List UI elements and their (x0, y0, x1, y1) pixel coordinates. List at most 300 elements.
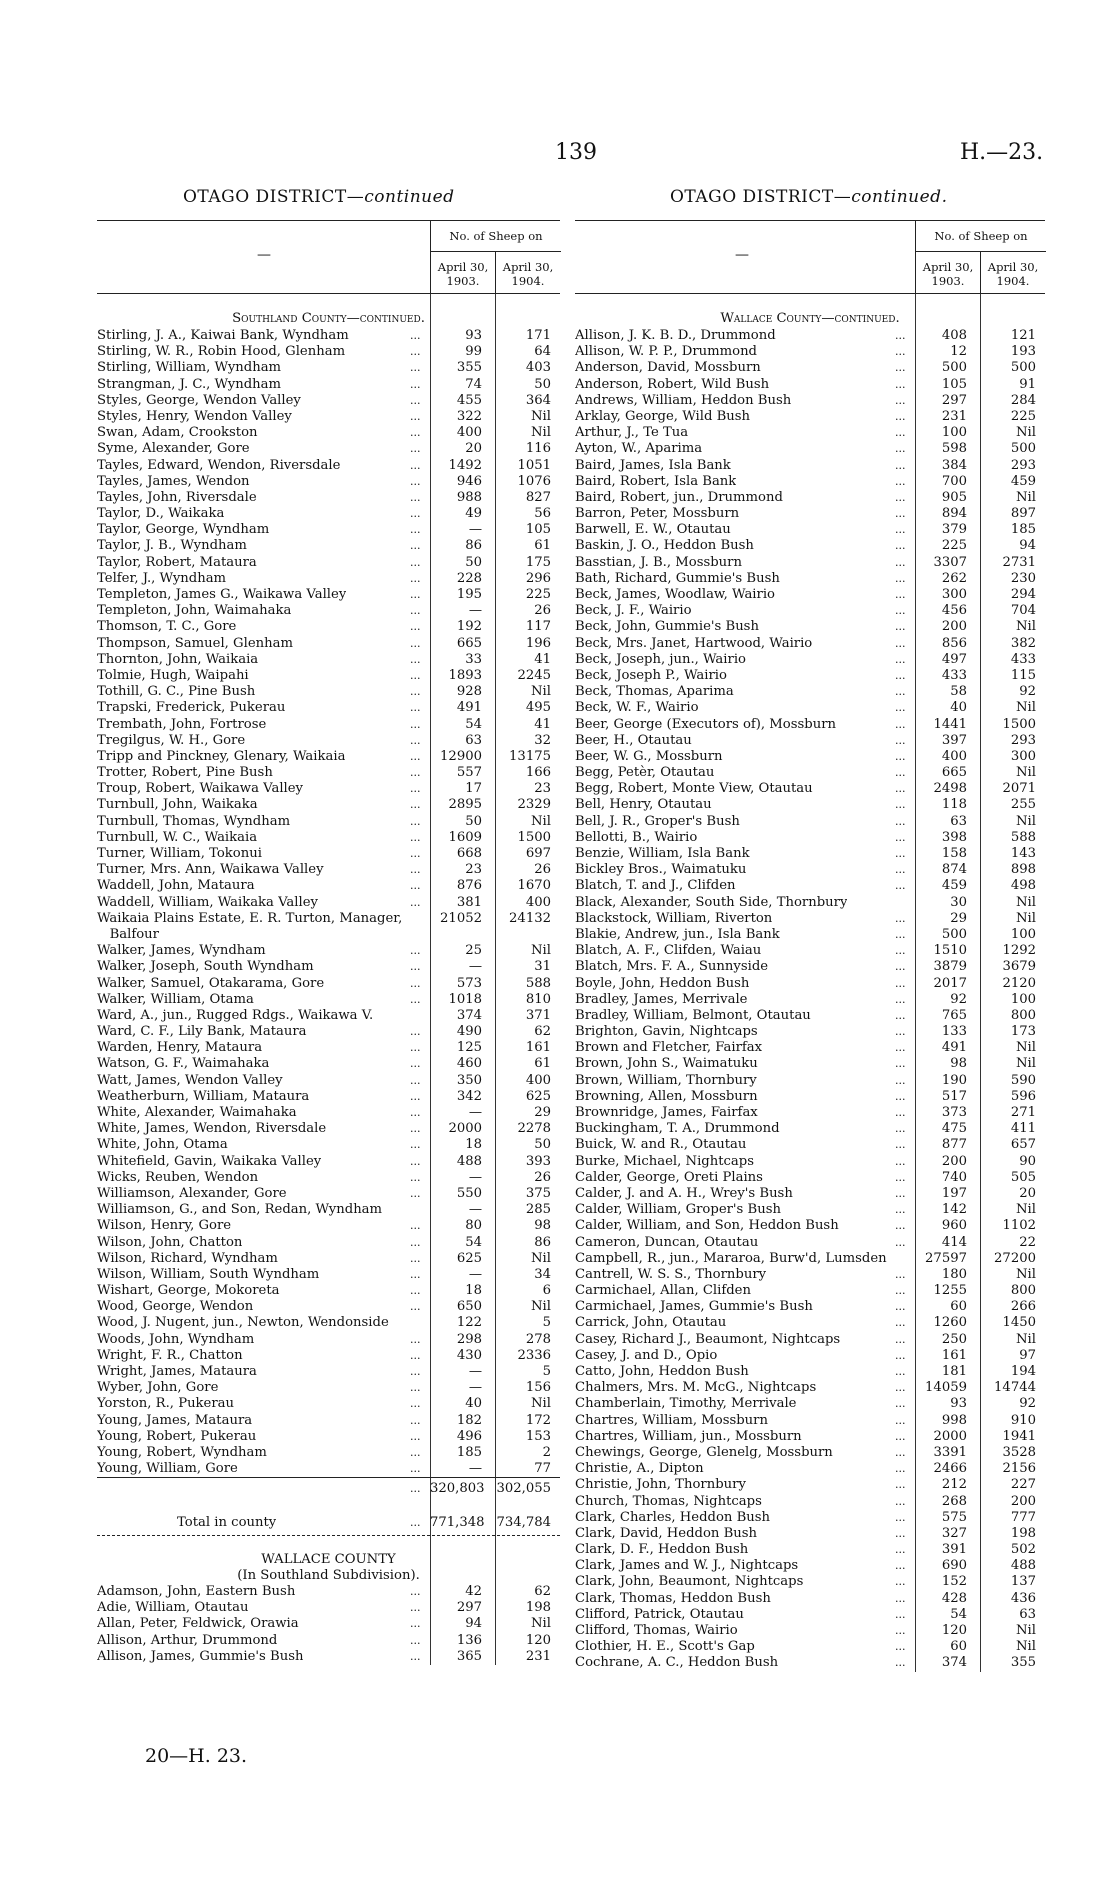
owner-name: Beck, J. F., Wairio (575, 603, 692, 619)
table-row (97, 587, 560, 603)
left-district-heading (183, 187, 455, 207)
sheep-1904-value: 193 (1010, 344, 1036, 360)
leader-dots: ... (895, 1656, 906, 1670)
table-row (97, 1498, 560, 1514)
table-row (97, 1137, 560, 1153)
leader-dots: ... (895, 1089, 906, 1103)
sheep-1903-value: 54 (465, 1234, 482, 1250)
table-row (575, 587, 1045, 603)
sheep-1904-value: 293 (1010, 732, 1036, 748)
owner-name: Brownridge, James, Fairfax (575, 1105, 758, 1120)
owner-name: Waikaia Plains Estate, E. R. Turton, Manager, (97, 910, 403, 926)
sheep-1904-value: 61 (534, 1056, 551, 1072)
table-row (575, 1655, 1045, 1671)
table-row (97, 668, 560, 684)
leader-dots: ... (410, 782, 421, 796)
sheep-1903-value: 398 (941, 829, 967, 845)
sheep-1903-value: — (468, 1202, 482, 1218)
table-row (97, 814, 560, 830)
leader-dots: ... (895, 426, 906, 440)
table-row (575, 603, 1045, 619)
sheep-1903-value: 228 (456, 570, 482, 586)
table-row (97, 927, 560, 943)
sheep-1904-value: Nil (1016, 1623, 1036, 1638)
leader-dots: ... (895, 1624, 906, 1637)
sheep-1903-value: 460 (456, 1056, 482, 1072)
leader-dots: ... (895, 976, 906, 990)
leader-dots: ... (895, 523, 906, 537)
owner-name: Clothier, H. E., Scott's Gap (575, 1639, 755, 1655)
owner-name: Anderson, David, Mossburn (575, 360, 761, 376)
sheep-1904-value: 225 (525, 587, 551, 602)
table-row (575, 1364, 1045, 1380)
continued-label: continued (364, 187, 455, 207)
sheep-1904-value: Nil (1016, 1331, 1036, 1347)
sheep-1904-value: 827 (525, 489, 551, 505)
sheep-1904-value: 2 (542, 1444, 551, 1460)
sheep-1903-value: 575 (941, 1509, 967, 1525)
owner-name: Tolmie, Hugh, Waipahi (97, 667, 249, 683)
table-row (575, 700, 1045, 716)
sheep-1903-value: 231 (941, 408, 967, 424)
leader-dots: ... (410, 1397, 421, 1411)
sheep-1904-value: 294 (1010, 587, 1036, 602)
owner-name: White, John, Otama (97, 1137, 228, 1153)
table-row (575, 1591, 1045, 1607)
table-row (575, 959, 1045, 975)
sheep-1904-value: 284 (1010, 392, 1036, 408)
table-row (575, 1396, 1045, 1412)
leader-dots: ... (895, 1462, 906, 1476)
owner-name: Troup, Robert, Waikawa Valley (97, 781, 304, 797)
sheep-1904-value: 90 (1019, 1153, 1036, 1169)
owner-name: Beer, H., Otautau (575, 732, 692, 748)
sheep-1903-value: 63 (950, 813, 967, 829)
table-row (97, 684, 560, 700)
owner-name: Turnbull, John, Waikaka (97, 797, 258, 813)
leader-dots: ... (895, 1640, 906, 1654)
owner-name: Walker, Joseph, South Wyndham (97, 959, 314, 975)
owner-name: Clark, Charles, Heddon Bush (575, 1509, 771, 1525)
owner-name: Taylor, George, Wyndham (97, 522, 270, 538)
leader-dots: ... (410, 798, 421, 812)
leader-dots: ... (895, 1008, 906, 1022)
right-district-heading (670, 187, 947, 207)
sheep-1904-value: 355 (1010, 1655, 1036, 1671)
leader-dots: ... (410, 944, 421, 958)
table-row (575, 490, 1045, 506)
owner-name: Stirling, William, Wyndham (97, 360, 282, 376)
sheep-1903-value: 197 (941, 1185, 967, 1201)
table-row (575, 1251, 1045, 1267)
leader-dots: ... (895, 361, 906, 375)
leader-dots: ... (895, 1478, 906, 1492)
table-row (97, 911, 560, 927)
table-row (575, 1526, 1045, 1542)
sheep-1903-value: 158 (941, 846, 967, 861)
owner-name: Arthur, J., Te Tua (575, 425, 689, 441)
table-row (575, 749, 1045, 765)
sheep-1903-value: 17 (465, 781, 482, 797)
table-row (575, 1137, 1045, 1153)
table-row (97, 1283, 560, 1299)
leader-dots: ... (410, 668, 421, 682)
leader-dots: ... (895, 539, 906, 553)
sheep-1903-value: 54 (465, 716, 482, 732)
leader-dots: ... (895, 782, 906, 796)
table-row (97, 1008, 560, 1024)
sheep-1903-value: — (468, 1364, 482, 1379)
sheep-1904-value: 278 (525, 1331, 551, 1347)
sheep-1904-value: 22 (1019, 1234, 1036, 1250)
sheep-1903-value: — (468, 603, 482, 619)
sheep-1903-value: — (468, 959, 482, 975)
sheep-1903-value: — (468, 1169, 482, 1185)
sheep-1903-value: 960 (941, 1218, 967, 1234)
sheep-1903-value: 40 (465, 1396, 482, 1412)
sheep-1903-value: 23 (465, 862, 482, 878)
leader-dots: ... (895, 1284, 906, 1298)
leader-dots: ... (895, 620, 906, 634)
year-1903-header: April 30, 1903. (915, 252, 980, 293)
leader-dots: ... (895, 879, 906, 893)
owner-name: White, James, Wendon, Riversdale (97, 1121, 327, 1137)
owner-name: Thomson, T. C., Gore (97, 619, 237, 635)
owner-name: Beer, W. G., Mossburn (575, 748, 723, 764)
sheep-1903-value: 42 (465, 1584, 482, 1600)
table-row (575, 328, 1045, 344)
sheep-1904-value: 596 (1010, 1088, 1036, 1104)
leader-dots: ... (410, 1348, 421, 1362)
sheep-1903-value: 250 (941, 1331, 967, 1347)
leader-dots: ... (410, 1235, 421, 1249)
table-row (575, 1494, 1045, 1510)
leader-dots: ... (895, 555, 906, 569)
sheep-1904-value: 1102 (1002, 1218, 1036, 1234)
sheep-1904-value: 2245 (517, 667, 551, 683)
sheep-1904-value: 100 (1010, 991, 1036, 1007)
leader-dots: ... (895, 830, 906, 844)
leader-dots: ... (895, 798, 906, 812)
sheep-1903-value: 297 (941, 392, 967, 408)
leader-dots: ... (895, 847, 906, 860)
sheep-1904-value: 200 (1010, 1493, 1036, 1509)
sheep-1904-value: 64 (534, 344, 551, 360)
sheep-1904-value: 116 (525, 441, 551, 457)
sheep-1904-value: 161 (525, 1040, 551, 1056)
owner-name: Catto, John, Heddon Bush (575, 1364, 749, 1379)
year-1903-header: April 30, 1903. (430, 252, 495, 293)
owner-name: Tayles, Edward, Wendon, Riversdale (97, 457, 341, 473)
leader-dots: ... (895, 1154, 906, 1168)
table-row (97, 1380, 560, 1396)
table-row (575, 344, 1045, 360)
sheep-1904-value: 910 (1010, 1412, 1036, 1428)
sheep-1903-value: 190 (941, 1072, 967, 1088)
table-row (97, 603, 560, 619)
table-row (97, 717, 560, 733)
owner-name: Trapski, Frederick, Pukerau (97, 700, 286, 716)
county-heading: WALLACE COUNTY (261, 1551, 396, 1567)
sheep-1904-value: 173 (1010, 1024, 1036, 1040)
sheep-1903-value: 49 (465, 506, 482, 522)
table-row (97, 1445, 560, 1461)
sheep-1904-value: 198 (1010, 1525, 1036, 1541)
sheep-1904-value: 400 (525, 1072, 551, 1088)
table-row (97, 1332, 560, 1348)
sheep-1903-value: 765 (941, 1007, 967, 1023)
table-row (97, 846, 560, 862)
owner-name: Bradley, James, Merrivale (575, 991, 748, 1007)
leader-dots: ... (410, 1515, 421, 1529)
table-row (575, 878, 1045, 894)
table-row (575, 797, 1045, 813)
sheep-1904-value: 61 (534, 538, 551, 554)
table-row (97, 1251, 560, 1267)
table-row (575, 1267, 1045, 1283)
sheep-1904-value: 2156 (1002, 1461, 1036, 1477)
owner-name: Ward, C. F., Lily Bank, Mataura (97, 1024, 307, 1040)
table-row (97, 377, 560, 393)
owner-name: Telfer, J., Wyndham (97, 570, 227, 586)
owner-name: Thornton, John, Waikaia (97, 651, 259, 667)
leader-dots: ... (410, 1251, 421, 1265)
sheep-1904-value: 488 (1010, 1558, 1036, 1574)
leader-dots: ... (410, 960, 421, 974)
table-row (575, 506, 1045, 522)
sheep-1903-value: 700 (941, 473, 967, 489)
sheep-1903-value: 550 (456, 1185, 482, 1201)
table-row (97, 749, 560, 765)
table-row (575, 458, 1045, 474)
owner-name: Buckingham, T. A., Drummond (575, 1121, 780, 1137)
table-row (97, 1299, 560, 1315)
leader-dots: ... (895, 393, 906, 407)
sheep-1903-value: 125 (456, 1040, 482, 1056)
sheep-1904-value: 137 (1010, 1574, 1036, 1590)
owner-name: Begg, Robert, Monte View, Otautau (575, 781, 813, 797)
owner-name: Church, Thomas, Nightcaps (575, 1493, 762, 1509)
sheep-1903-value: 300 (941, 587, 967, 602)
owner-name: Wright, James, Mataura (97, 1364, 257, 1379)
sheep-1904-value: 657 (1010, 1137, 1036, 1153)
owner-name: Wilson, William, South Wyndham (97, 1266, 320, 1282)
sheep-1903-value: 625 (456, 1250, 482, 1266)
sheep-1903-value: 455 (456, 392, 482, 408)
sheep-1904-value: Nil (1016, 910, 1036, 926)
table-row (97, 797, 560, 813)
sheep-1903-value: — (468, 1380, 482, 1396)
sheep-1904-value: 1500 (517, 829, 551, 845)
section-heading: Wallace County—continued. (720, 311, 900, 326)
table-row (575, 393, 1045, 409)
table-row (575, 1429, 1045, 1445)
sheep-1904-value: 153 (525, 1428, 551, 1444)
table-row (97, 1315, 560, 1331)
leader-dots: ... (895, 1267, 906, 1281)
sheep-1904-value: 2731 (1002, 554, 1036, 570)
year-1904-header: April 30, 1904. (980, 252, 1045, 293)
sheep-1904-value: 1051 (517, 457, 551, 473)
leader-dots: ... (895, 490, 906, 504)
owner-name: Baskin, J. O., Heddon Bush (575, 538, 754, 554)
sheep-1903-value: 54 (950, 1606, 967, 1622)
owner-name: Anderson, Robert, Wild Bush (575, 376, 770, 392)
owner-name: Balfour (97, 926, 159, 942)
owner-name: Waddell, John, Mataura (97, 878, 255, 894)
leader-dots: ... (410, 426, 421, 440)
sheep-1903-value: 2466 (933, 1461, 967, 1477)
table-row (575, 1315, 1045, 1331)
owner-name: Tayles, James, Wendon (97, 473, 250, 489)
table-row (575, 1073, 1045, 1089)
table-row (97, 1600, 560, 1616)
sheep-1903-value: 268 (941, 1493, 967, 1509)
sheep-1903-value: 181 (941, 1364, 967, 1379)
sheep-1903-value: — (468, 522, 482, 538)
sheep-1904-value: 14744 (994, 1380, 1036, 1396)
sheep-1903-value: 99 (465, 344, 482, 360)
sheep-1903-value: 374 (941, 1655, 967, 1671)
leader-dots: ... (895, 1429, 906, 1443)
sheep-1903-value: 381 (456, 894, 482, 910)
table-row (575, 1218, 1045, 1234)
sheep-1904-value: 393 (525, 1153, 551, 1169)
sheep-1903-value: 100 (941, 425, 967, 441)
sheep-1904-value: 293 (1010, 457, 1036, 473)
leader-dots: ... (410, 377, 421, 391)
owner-name: Young, James, Mataura (97, 1412, 253, 1428)
continued-label: continued. (851, 187, 948, 207)
table-row (97, 636, 560, 652)
sheep-1903-value: 373 (941, 1105, 967, 1120)
sheep-1903-value: 60 (950, 1299, 967, 1315)
leader-dots: ... (410, 814, 421, 828)
leader-dots: ... (895, 636, 906, 650)
owner-name: Beck, Joseph P., Wairio (575, 667, 727, 683)
table-row (575, 1380, 1045, 1396)
owner-name: Barwell, E. W., Otautau (575, 522, 731, 538)
owner-name: Brown and Fletcher, Fairfax (575, 1040, 763, 1056)
table-row (575, 652, 1045, 668)
right-table-header (575, 220, 1045, 294)
leader-dots: ... (410, 1365, 421, 1378)
table-row (575, 1623, 1045, 1639)
leader-dots: ... (410, 830, 421, 844)
leader-dots: ... (895, 766, 906, 780)
table-row (575, 1299, 1045, 1315)
table-row (97, 781, 560, 797)
sheep-1903-value: 21052 (440, 910, 482, 926)
owner-name: Baird, James, Isla Bank (575, 457, 731, 473)
table-row (575, 1186, 1045, 1202)
left-table (97, 220, 560, 1665)
table-row (575, 668, 1045, 684)
sheep-1903-value: 877 (941, 1137, 967, 1153)
leader-dots: ... (410, 1186, 421, 1200)
leader-dots: ... (895, 863, 906, 877)
owner-name: Taylor, Robert, Mataura (97, 554, 257, 570)
sheep-1904-value: 704 (1010, 603, 1036, 619)
sheep-1904-value: Nil (531, 408, 551, 424)
sheep-1904-value: 302,055 (496, 1481, 551, 1497)
leader-dots: ... (410, 1332, 421, 1346)
sheep-1904-value: Nil (531, 943, 551, 959)
sheep-1904-value: Nil (1016, 1266, 1036, 1282)
table-row (575, 733, 1045, 749)
owner-name: Bath, Richard, Gummie's Bush (575, 570, 780, 586)
owner-name: Bradley, William, Belmont, Otautau (575, 1007, 811, 1023)
sheep-1904-value: Nil (1016, 1056, 1036, 1072)
sheep-1904-value: 411 (1010, 1121, 1036, 1137)
owner-name: Adamson, John, Eastern Bush (97, 1584, 296, 1600)
owner-name: Wood, J. Nugent, jun., Newton, Wendonside (97, 1315, 389, 1331)
sheep-1903-value: 928 (456, 684, 482, 700)
table-row (575, 1461, 1045, 1477)
leader-dots: ... (410, 539, 421, 553)
owner-name: Beck, W. F., Wairio (575, 700, 699, 716)
leader-dots: ... (410, 766, 421, 780)
leader-dots: ... (895, 377, 906, 391)
table-row (97, 425, 560, 441)
leader-dots: ... (410, 1122, 421, 1136)
sheep-1904-value: 56 (534, 506, 551, 522)
owner-name: Williamson, Alexander, Gore (97, 1185, 287, 1201)
owner-name: Tothill, G. C., Pine Bush (97, 684, 256, 700)
leader-dots: ... (410, 474, 421, 488)
sheep-1904-value: 196 (525, 635, 551, 651)
district-name: OTAGO DISTRICT— (183, 187, 365, 207)
sheep-1904-value: 382 (1010, 635, 1036, 651)
table-row (97, 1584, 560, 1600)
leader-dots: ... (895, 507, 906, 521)
sheep-1904-value: 156 (525, 1380, 551, 1396)
leader-dots: ... (410, 571, 421, 585)
sheep-1903-value: 262 (941, 570, 967, 586)
owner-name: Clark, Thomas, Heddon Bush (575, 1590, 771, 1606)
sheep-1903-value: 200 (941, 619, 967, 635)
owner-name: Tayles, John, Riversdale (97, 489, 257, 505)
sheep-1904-value: 26 (534, 1169, 551, 1185)
sheep-1904-value: 227 (1010, 1477, 1036, 1493)
sheep-1903-value: 33 (465, 651, 482, 667)
table-row (97, 1202, 560, 1218)
right-rows (575, 294, 1045, 1672)
leader-dots: ... (410, 393, 421, 407)
sheep-1904-value: 495 (525, 700, 551, 716)
owner-name: Styles, George, Wendon Valley (97, 392, 301, 408)
leader-dots: ... (895, 1041, 906, 1055)
owner-name: Taylor, J. B., Wyndham (97, 538, 247, 554)
sheep-1904-value: 98 (534, 1218, 551, 1234)
sheep-1904-value: Nil (531, 1299, 551, 1315)
leader-dots: ... (895, 474, 906, 488)
owner-name: Weatherburn, William, Mataura (97, 1088, 310, 1104)
sheep-1904-value: 5 (542, 1315, 551, 1331)
sheep-1904-value: 2071 (1002, 781, 1036, 797)
owner-name: Blatch, A. F., Clifden, Waiau (575, 943, 762, 959)
sheep-1903-value: 50 (465, 554, 482, 570)
owner-name: Syme, Alexander, Gore (97, 441, 250, 457)
sheep-1904-value: 86 (534, 1234, 551, 1250)
sheep-1904-value: 2278 (517, 1121, 551, 1137)
owner-name: Strangman, J. C., Wyndham (97, 376, 282, 392)
sheep-1903-value: 690 (941, 1558, 967, 1574)
table-row (575, 927, 1045, 943)
leader-dots: ... (895, 911, 906, 925)
sheep-1904-value: 31 (534, 959, 551, 975)
sheep-1903-value: 771,348 (430, 1514, 485, 1530)
